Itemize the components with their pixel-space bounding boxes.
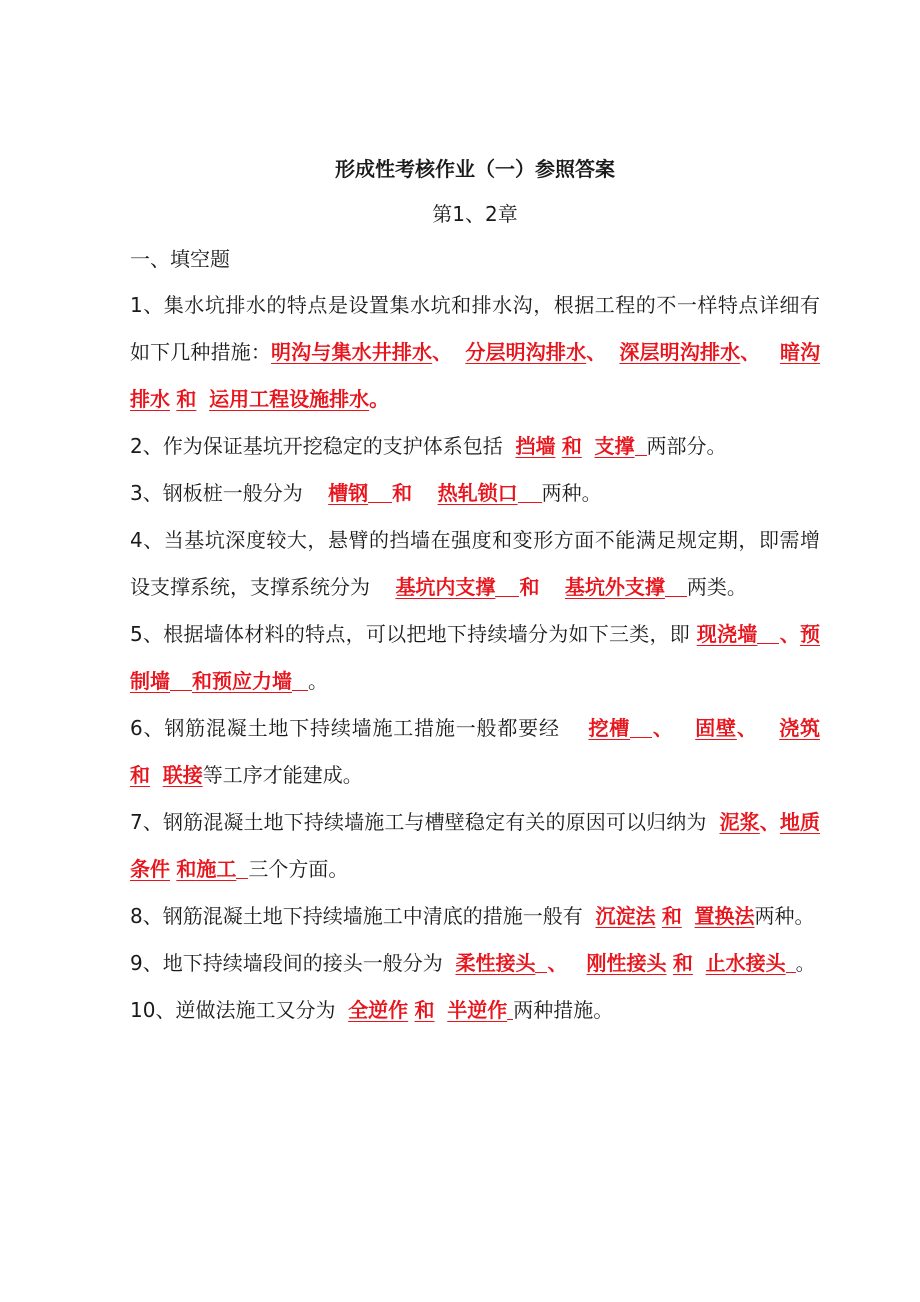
answer-blank: 柔性接头	[455, 951, 536, 975]
question-text: 4、当基坑深度较大，悬臂的挡墙在强度和变形方面不能满足规定期，即需增设支撑系统，支撑系统分为	[130, 528, 820, 599]
answer-connector: 和	[392, 481, 413, 505]
answer-connector: 和	[672, 951, 693, 975]
question-text: 2、作为保证基坑开挖稳定的支护体系包括	[130, 434, 503, 458]
answer-blank: 预制墙	[130, 622, 821, 693]
question-tail: 两种措施。	[513, 998, 614, 1022]
answer-blank: 地质条件	[130, 810, 821, 881]
answer-blank: 挡墙	[515, 434, 556, 458]
question-10	[130, 987, 820, 1034]
question-text: 9、地下持续墙段间的接头一般分为	[130, 951, 443, 975]
answer-connector: 和	[192, 669, 212, 693]
blank-underline	[630, 717, 652, 738]
question-1	[130, 282, 820, 423]
answer-blank: 热轧锁口	[437, 481, 518, 505]
answer-separator: 、	[432, 340, 453, 364]
answer-connector: 和	[519, 575, 540, 599]
section-heading: 一、填空题	[130, 247, 230, 271]
answer-blank: 沉淀法	[595, 904, 656, 928]
answer-blank: 预应力墙	[212, 669, 292, 693]
answer-blank: 暗沟排水	[130, 340, 821, 411]
question-tail: 两类。	[686, 575, 747, 599]
answer-blank: 止水接头	[705, 951, 786, 975]
answer-blank: 支撑	[594, 434, 635, 458]
question-tail: 三个方面。	[248, 857, 349, 881]
question-tail: 两种。	[541, 481, 602, 505]
question-6	[130, 705, 820, 799]
answer-connector: 和	[661, 904, 682, 928]
answer-blank: 分层明沟排水	[465, 340, 587, 364]
blank-underline	[757, 623, 779, 644]
question-tail: 。	[795, 951, 816, 975]
blank-underline	[786, 952, 796, 973]
question-text: 7、钢筋混凝土地下持续墙施工与槽壁稳定有关的原因可以归纳为	[130, 810, 707, 834]
blank-underline	[368, 482, 392, 503]
chapter-heading: 第1、2章	[432, 202, 518, 226]
question-text: 5、根据墙体材料的特点，可以把地下持续墙分为如下三类，即	[130, 622, 691, 646]
answer-separator: 、	[740, 340, 761, 364]
blank-underline	[236, 858, 248, 879]
answer-blank: 基坑内支撑	[395, 575, 496, 599]
answer-blank: 联接	[162, 763, 203, 787]
answer-separator: 、	[736, 716, 758, 740]
answer-blank: 泥浆	[719, 810, 760, 834]
answer-connector: 和	[176, 857, 197, 881]
question-text: 10、逆做法施工又分为	[130, 998, 336, 1022]
question-9	[130, 940, 820, 987]
answer-separator: 、	[652, 716, 674, 740]
answer-blank: 施工	[196, 857, 237, 881]
question-4	[130, 517, 820, 611]
blank-underline	[518, 482, 542, 503]
answer-separator: 、	[759, 810, 780, 834]
answer-blank: 挖槽	[588, 716, 631, 740]
question-8	[130, 893, 820, 940]
blank-underline	[170, 670, 192, 691]
question-tail: 两种。	[754, 904, 815, 928]
answer-blank: 全逆作	[348, 998, 409, 1022]
answer-separator: 、	[779, 622, 801, 646]
blank-underline	[495, 576, 519, 597]
answer-blank: 半逆作	[447, 998, 508, 1022]
question-tail: 等工序才能建成。	[202, 763, 363, 787]
question-5	[130, 611, 820, 705]
answer-blank: 现浇墙	[696, 622, 758, 646]
answer-end: 。	[369, 387, 390, 411]
question-2	[130, 423, 820, 470]
answer-connector: 和	[130, 763, 150, 787]
blank-underline	[665, 576, 687, 597]
blank-underline	[635, 435, 647, 456]
blank-underline	[535, 952, 547, 973]
question-3	[130, 470, 820, 517]
question-7	[130, 799, 820, 893]
answer-connector: 和	[561, 434, 582, 458]
answer-blank: 基坑外支撑	[564, 575, 665, 599]
answer-blank: 槽钢	[328, 481, 369, 505]
question-text: 1、集水坑排水的特点是设置集水坑和排水沟，根据工程的不一样特点详细有如下几种措施：	[130, 293, 820, 364]
answer-blank: 浇筑	[779, 716, 820, 740]
answer-connector: 和	[176, 387, 197, 411]
answer-blank: 运用工程设施排水	[209, 387, 370, 411]
question-tail: 。	[308, 669, 328, 693]
answer-separator: 、	[547, 951, 568, 975]
answer-connector: 和	[414, 998, 435, 1022]
blank-underline	[292, 670, 308, 691]
answer-blank: 刚性接头	[586, 951, 667, 975]
question-tail: 两部分。	[646, 434, 727, 458]
question-text: 3、钢板桩一般分为	[130, 481, 303, 505]
answer-blank: 深层明沟排水	[619, 340, 741, 364]
answer-blank: 明沟与集水井排水	[271, 340, 433, 364]
question-text: 8、钢筋混凝土地下持续墙施工中清底的措施一般有	[130, 904, 583, 928]
answer-separator: 、	[586, 340, 607, 364]
answer-blank: 固壁	[695, 716, 737, 740]
answer-blank: 置换法	[694, 904, 755, 928]
document-title: 形成性考核作业（一）参照答案	[335, 157, 615, 181]
question-text: 6、钢筋混凝土地下持续墙施工措施一般都要经	[130, 716, 560, 740]
